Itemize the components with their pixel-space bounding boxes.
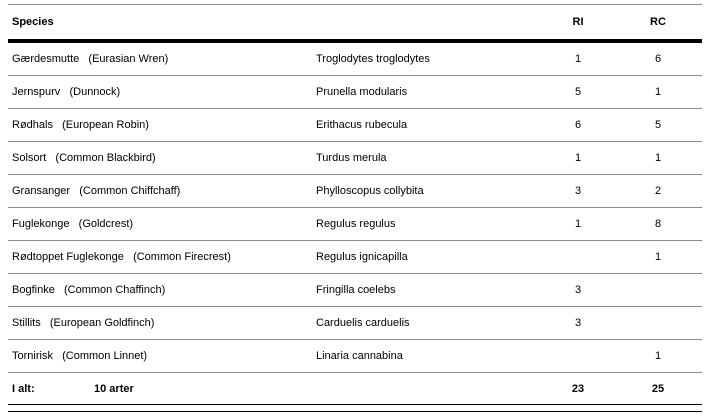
table-bottom-rule <box>8 411 702 412</box>
table-row <box>8 76 702 109</box>
ri-cell: 6 <box>574 119 582 131</box>
table-header-row <box>8 4 702 39</box>
ri-cell: 1 <box>574 152 582 164</box>
rc-cell: 1 <box>654 86 662 98</box>
latin-name-cell: Erithacus rubecula <box>316 119 408 131</box>
table-row <box>8 142 702 175</box>
species-table <box>8 4 702 405</box>
total-rc: 25 <box>651 382 665 395</box>
species-name-cell: Gærdesmutte (Eurasian Wren) <box>12 53 169 65</box>
total-species-count: 10 arter <box>94 382 134 395</box>
rc-cell: 5 <box>654 119 662 131</box>
latin-name-cell: Regulus ignicapilla <box>316 251 408 263</box>
latin-name-cell: Fringilla coelebs <box>316 284 396 296</box>
rc-cell: 1 <box>654 251 662 263</box>
species-name-cell: Solsort (Common Blackbird) <box>12 152 156 164</box>
ri-cell: 3 <box>574 284 582 296</box>
ri-cell: 1 <box>574 218 582 230</box>
species-name-cell: Bogfinke (Common Chaffinch) <box>12 284 166 296</box>
header-rc: RC <box>650 15 666 28</box>
species-name-cell: Rødhals (European Robin) <box>12 119 149 131</box>
table-row <box>8 43 702 76</box>
species-name-cell: Jernspurv (Dunnock) <box>12 86 121 98</box>
rc-cell: 6 <box>654 53 662 65</box>
header-species: Species <box>12 15 54 28</box>
total-ri: 23 <box>571 382 585 395</box>
table-body <box>8 43 702 373</box>
table-row <box>8 274 702 307</box>
table-row <box>8 340 702 373</box>
total-label: I alt: <box>12 382 35 395</box>
total-row <box>8 373 702 405</box>
ri-cell: 3 <box>574 317 582 329</box>
ri-cell: 5 <box>574 86 582 98</box>
latin-name-cell: Troglodytes troglodytes <box>316 53 430 65</box>
rc-cell: 2 <box>654 185 662 197</box>
rc-cell: 1 <box>654 152 662 164</box>
species-name-cell: Tornirisk (Common Linnet) <box>12 350 148 362</box>
species-name-cell: Rødtoppet Fuglekonge (Common Firecrest) <box>12 251 231 263</box>
rc-cell <box>628 307 688 339</box>
latin-name-cell: Phylloscopus collybita <box>316 185 424 197</box>
table-row <box>8 307 702 340</box>
table-row <box>8 109 702 142</box>
ri-cell <box>548 241 608 273</box>
rc-cell <box>628 274 688 306</box>
species-name-cell: Fuglekonge (Goldcrest) <box>12 218 134 230</box>
table-row <box>8 175 702 208</box>
rc-cell: 1 <box>654 350 662 362</box>
ri-cell: 3 <box>574 185 582 197</box>
latin-name-cell: Linaria cannabina <box>316 350 403 362</box>
latin-name-cell: Carduelis carduelis <box>316 317 410 329</box>
species-name-cell: Stillits (European Goldfinch) <box>12 317 155 329</box>
rc-cell: 8 <box>654 218 662 230</box>
header-ri: RI <box>572 15 584 28</box>
species-name-cell: Gransanger (Common Chiffchaff) <box>12 185 181 197</box>
latin-name-cell: Prunella modularis <box>316 86 408 98</box>
table-row <box>8 208 702 241</box>
ri-cell <box>548 340 608 372</box>
ri-cell: 1 <box>574 53 582 65</box>
table-row <box>8 241 702 274</box>
latin-name-cell: Turdus merula <box>316 152 387 164</box>
latin-name-cell: Regulus regulus <box>316 218 396 230</box>
